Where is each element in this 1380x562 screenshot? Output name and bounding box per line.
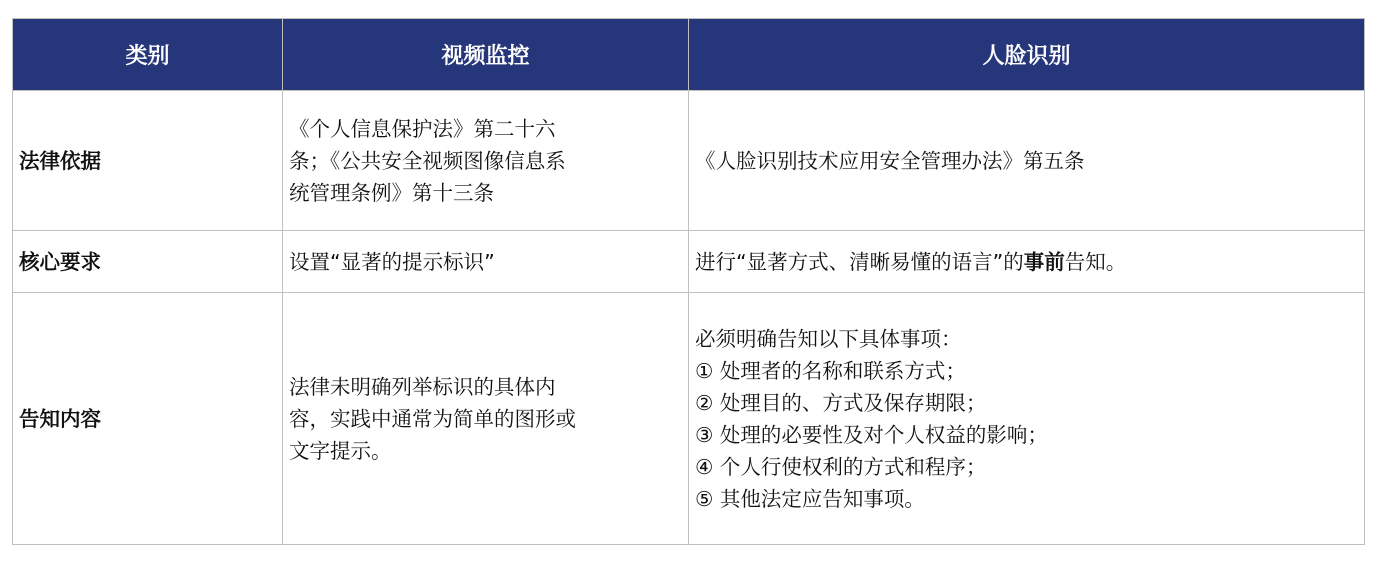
cell-line: 条；《公共安全视频图像信息系: [289, 148, 566, 173]
row-category-notice-content: 告知内容: [13, 293, 283, 545]
cell-line: 统管理条例》第十三条: [289, 180, 494, 205]
list-item: ① 处理者的名称和联系方式；: [695, 358, 966, 383]
row-category-core-requirement: 核心要求: [13, 231, 283, 293]
cell-line: 《个人信息保护法》第二十六: [289, 116, 556, 141]
cell-emphasis: 事前: [1023, 249, 1065, 274]
cell-video-core-requirement: 设置“显著的提示标识”: [283, 231, 689, 293]
row-category-legal-basis: 法律依据: [13, 91, 283, 231]
cell-text: 进行“显著方式、清晰易懂的语言”的: [695, 249, 1024, 274]
cell-line: 法律未明确列举标识的具体内: [289, 374, 556, 399]
cell-face-core-requirement: [689, 231, 1365, 293]
list-item: ③ 处理的必要性及对个人权益的影响；: [695, 422, 1048, 447]
list-item: ② 处理目的、方式及保存期限；: [695, 390, 987, 415]
comparison-table: [12, 18, 1365, 545]
cell-face-legal-basis: 《人脸识别技术应用安全管理办法》第五条: [689, 91, 1365, 231]
header-row: [13, 19, 1365, 91]
list-item: ⑤ 其他法定应告知事项。: [695, 486, 925, 511]
table-row: [13, 231, 1365, 293]
table-row: [13, 293, 1365, 545]
table-row: [13, 91, 1365, 231]
cell-video-notice-content: [283, 293, 689, 545]
list-item: 必须明确告知以下具体事项：: [695, 326, 962, 351]
cell-face-notice-content: [689, 293, 1365, 545]
header-video-surveillance: 视频监控: [283, 19, 689, 91]
list-item: ④ 个人行使权利的方式和程序；: [695, 454, 987, 479]
cell-text: 告知。: [1064, 249, 1127, 274]
cell-video-legal-basis: [283, 91, 689, 231]
header-face-recognition: 人脸识别: [689, 19, 1365, 91]
cell-line: 文字提示。: [289, 438, 392, 463]
cell-line: 容，实践中通常为简单的图形或: [289, 406, 576, 431]
header-category: 类别: [13, 19, 283, 91]
